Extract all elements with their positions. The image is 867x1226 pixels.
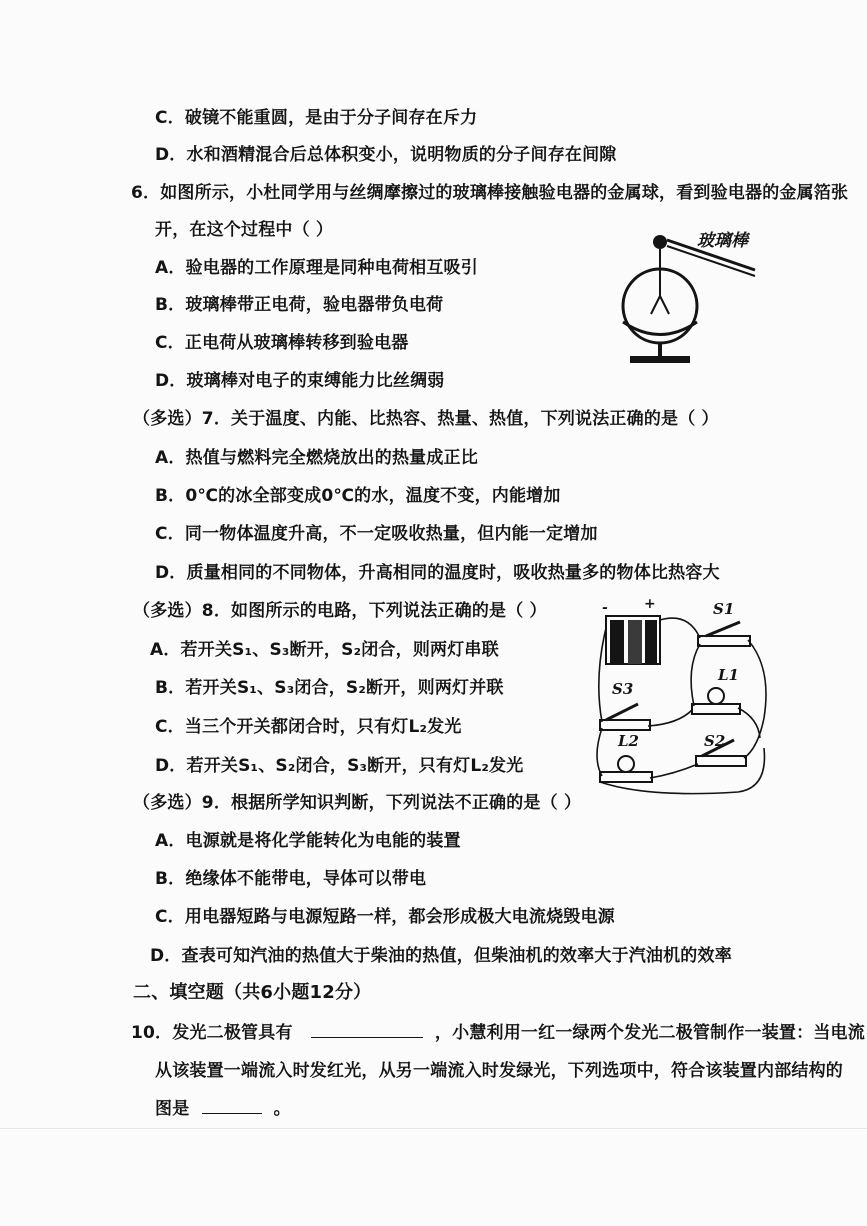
circuit-figure <box>588 598 778 798</box>
lamp-l2-label: L2 <box>618 732 639 750</box>
switch-s2-label: S2 <box>704 732 726 750</box>
q6-option-b: B．玻璃棒带正电荷，验电器带负电荷 <box>155 295 444 315</box>
q6-stem-2: 开，在这个过程中（ ） <box>155 220 334 240</box>
q7-stem: （多选）7．关于温度、内能、比热容、热量、热值，下列说法正确的是（ ） <box>133 409 719 429</box>
q8-option-c: C．当三个开关都闭合时，只有灯L₂发光 <box>155 717 462 737</box>
q9-option-d: D．查表可知汽油的热值大于柴油的热值，但柴油机的效率大于汽油机的效率 <box>150 946 732 966</box>
circuit-drawing <box>588 598 778 798</box>
q8-stem: （多选）8．如图所示的电路，下列说法正确的是（ ） <box>133 601 547 621</box>
section-2-heading: 二、填空题（共6小题12分） <box>133 982 372 1003</box>
q6-option-d: D．玻璃棒对电子的束缚能力比丝绸弱 <box>155 371 445 391</box>
q8-option-b: B．若开关S₁、S₃闭合，S₂断开，则两灯并联 <box>155 678 504 698</box>
q10-text-part-3: 图是 <box>155 1099 190 1119</box>
electroscope-drawing <box>615 222 805 370</box>
q6-option-a: A．验电器的工作原理是同种电荷相互吸引 <box>155 258 478 278</box>
q5-option-d: D．水和酒精混合后总体积变小，说明物质的分子间存在间隙 <box>155 145 617 165</box>
q10-stem-line-3 <box>155 1097 291 1121</box>
q5-option-c: C．破镜不能重圆，是由于分子间存在斥力 <box>155 108 478 128</box>
page-bottom-divider <box>0 1128 867 1129</box>
q10-stem-line-2: 从该装置一端流入时发红光，从另一端流入时发绿光，下列选项中，符合该装置内部结构的 <box>155 1061 843 1081</box>
electroscope-figure <box>615 222 805 370</box>
q7-option-c: C．同一物体温度升高，不一定吸收热量，但内能一定增加 <box>155 524 598 544</box>
q6-option-c: C．正电荷从玻璃棒转移到验电器 <box>155 333 409 353</box>
q10-text-part-4: 。 <box>273 1099 291 1119</box>
q10-text-part-2: ，小慧利用一红一绿两个发光二极管制作一装置：当电流 <box>434 1023 865 1043</box>
q10-text-part-1: 10．发光二极管具有 <box>131 1023 293 1043</box>
switch-s3-label: S3 <box>612 680 634 698</box>
glass-rod-label: 玻璃棒 <box>697 231 748 251</box>
q10-answer-blank-1[interactable] <box>311 1021 423 1038</box>
q8-option-d: D．若开关S₁、S₂闭合，S₃断开，只有灯L₂发光 <box>155 756 524 776</box>
battery-minus-label: - <box>602 600 608 616</box>
lamp-l1-label: L1 <box>718 666 739 684</box>
switch-s1-label: S1 <box>713 600 735 618</box>
q10-answer-blank-2[interactable] <box>202 1097 262 1114</box>
q7-option-b: B．0℃的冰全部变成0℃的水，温度不变，内能增加 <box>155 486 561 506</box>
q9-option-a: A．电源就是将化学能转化为电能的装置 <box>155 831 461 851</box>
q7-option-d: D．质量相同的不同物体，升高相同的温度时，吸收热量多的物体比热容大 <box>155 563 720 583</box>
q9-option-c: C．用电器短路与电源短路一样，都会形成极大电流烧毁电源 <box>155 907 615 927</box>
q6-stem-1: 6．如图所示，小杜同学用与丝绸摩擦过的玻璃棒接触验电器的金属球，看到验电器的金属箔张 <box>131 183 849 203</box>
battery-plus-label: + <box>644 598 656 612</box>
q8-option-a: A．若开关S₁、S₃断开，S₂闭合，则两灯串联 <box>150 640 499 660</box>
q9-stem: （多选）9．根据所学知识判断，下列说法不正确的是（ ） <box>133 793 582 813</box>
q7-option-a: A．热值与燃料完全燃烧放出的热量成正比 <box>155 448 478 468</box>
q10-stem-line-1 <box>131 1021 865 1045</box>
q9-option-b: B．绝缘体不能带电，导体可以带电 <box>155 869 427 889</box>
